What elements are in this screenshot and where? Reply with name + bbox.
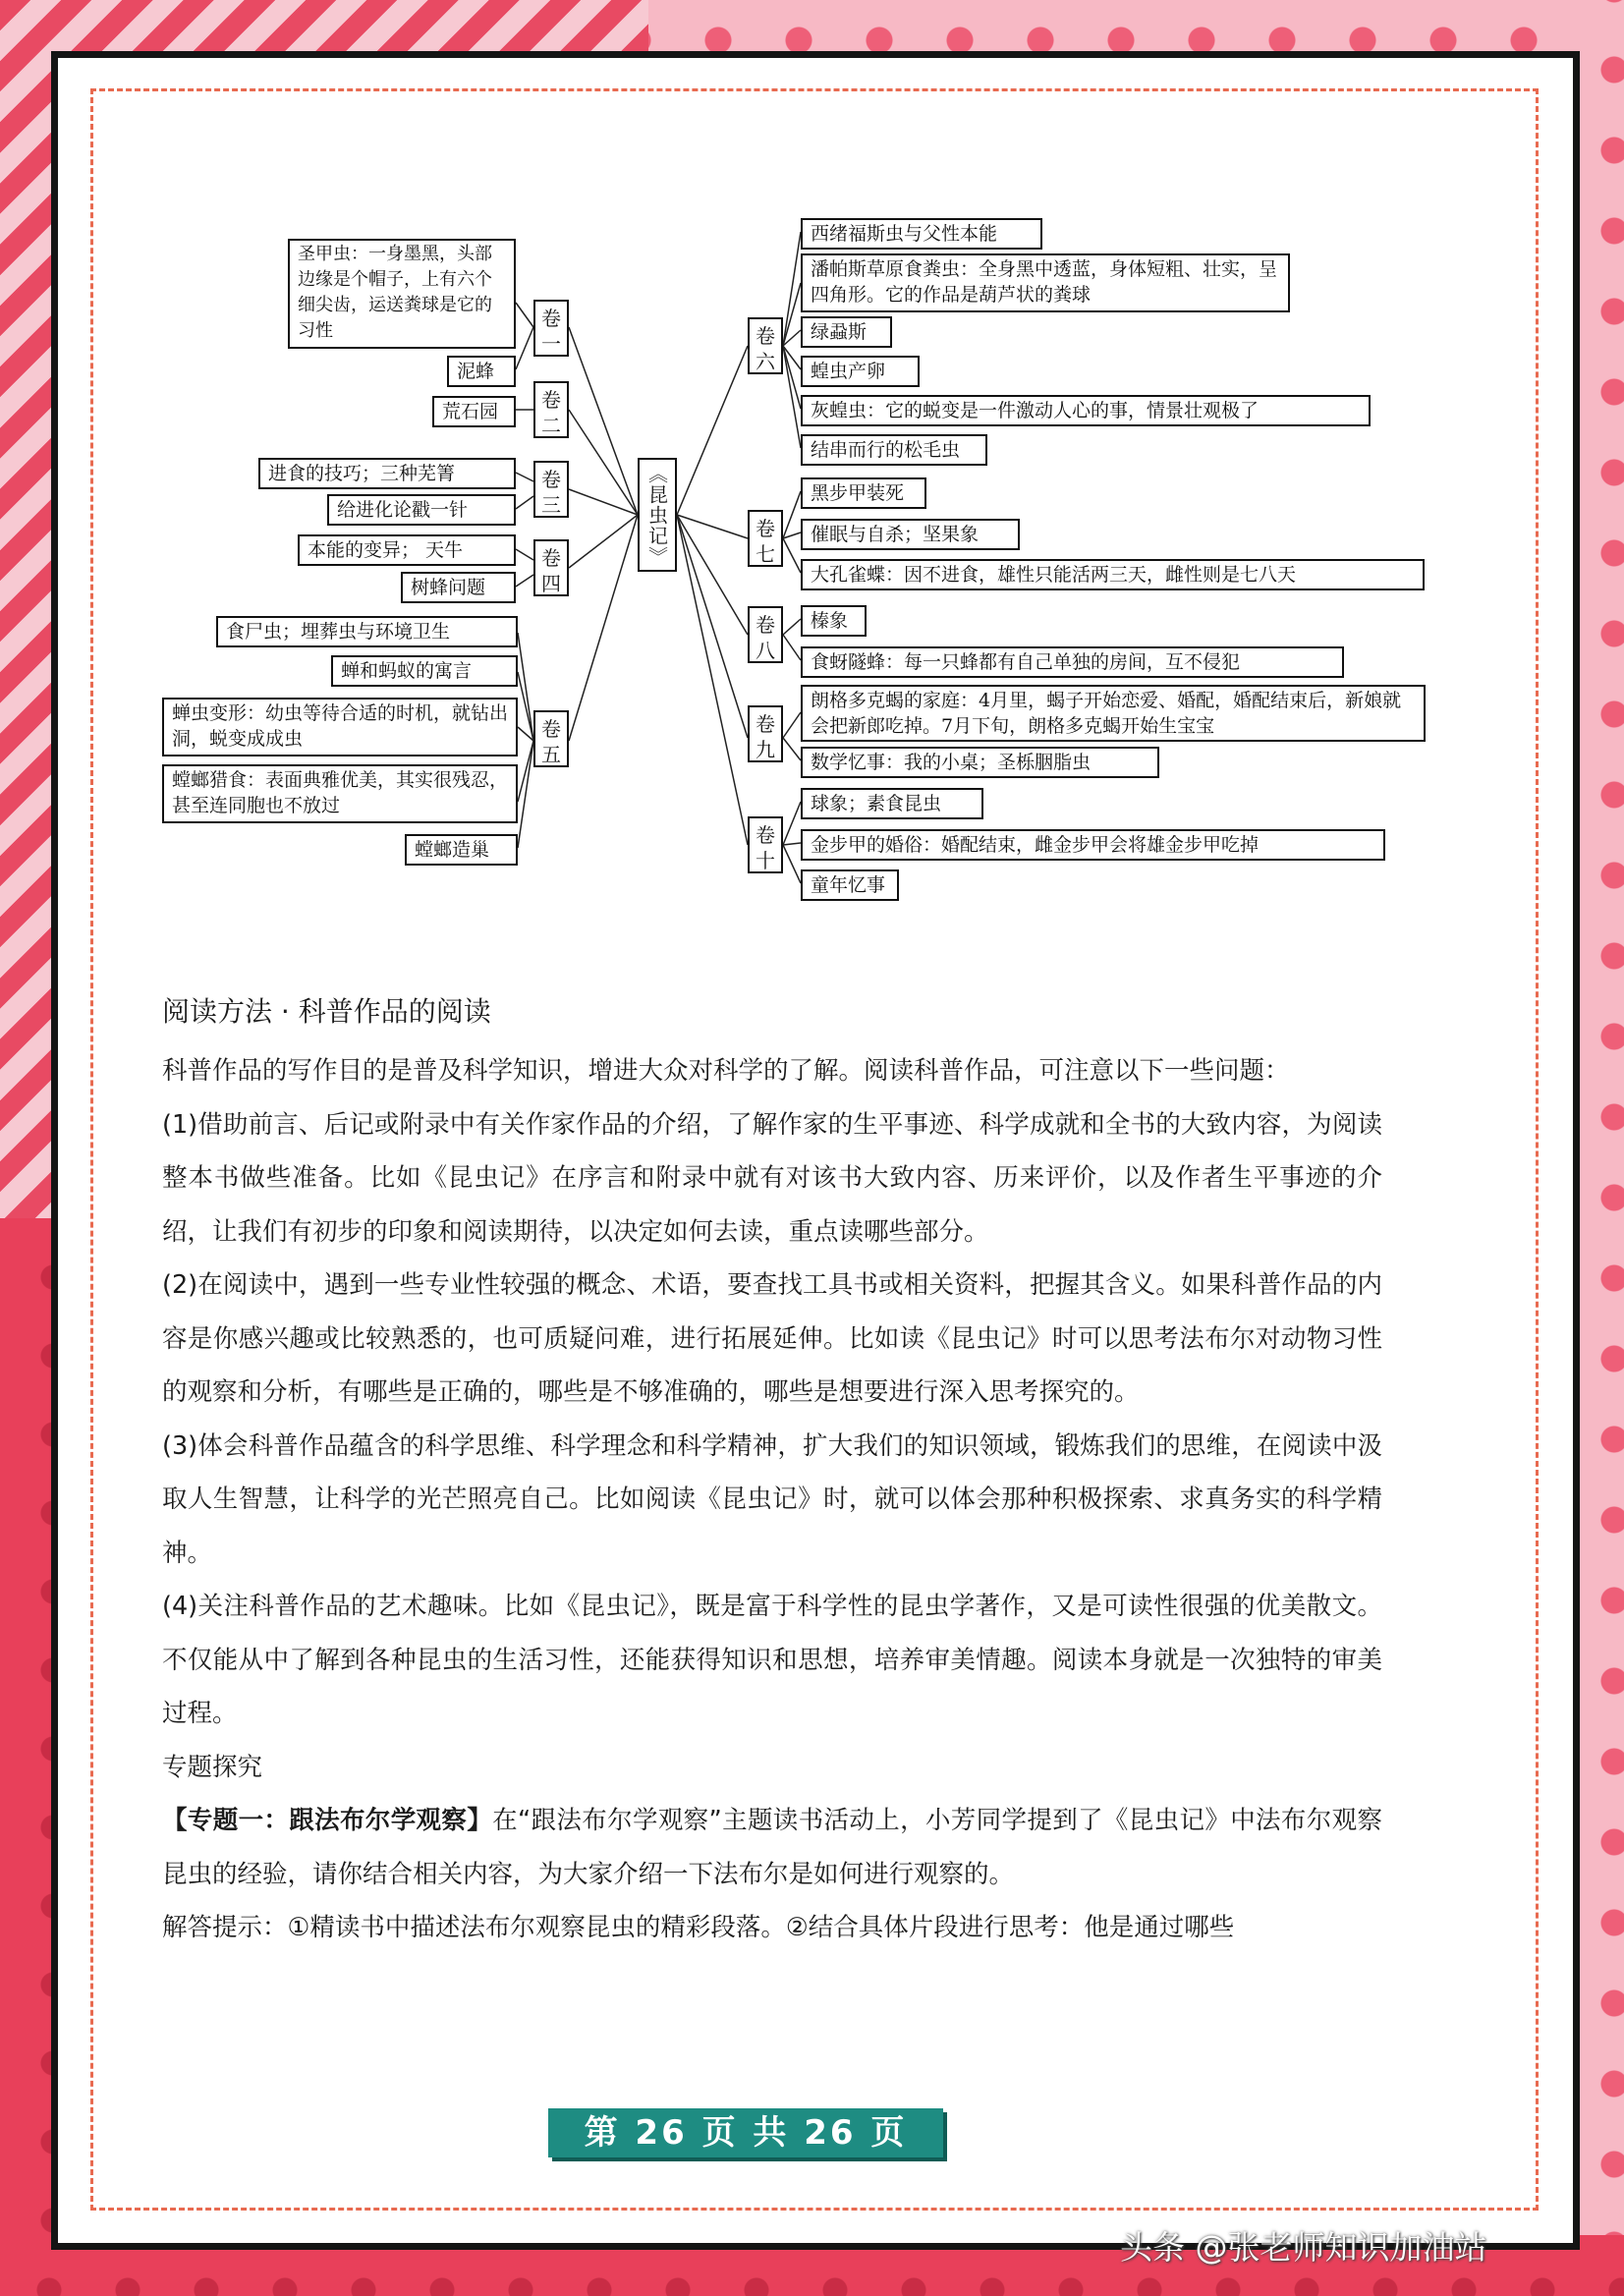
leaf-feeding-skills: 进食的技巧；三种芜箐 (258, 458, 516, 489)
intro-paragraph: 科普作品的写作目的是普及科学知识，增进大众对科学的了解。阅读科普作品，可注意以下一些问题： (162, 1056, 1290, 1086)
topic-label: 【专题一：跟法布尔学观察】 (162, 1806, 493, 1835)
leaf-pine-caterpillar: 结串而行的松毛虫 (801, 434, 987, 466)
leaf-instinct: 本能的变异； 天牛 (298, 534, 516, 566)
leaf-locust-eggs: 蝗虫产卵 (801, 356, 920, 387)
answer-hint: 解答提示：①精读书中描述法布尔观察昆虫的精彩段落。②结合具体片段进行思考：他是通过哪些 (162, 1913, 1235, 1942)
leaf-peacock-moth: 大孔雀蝶：因不进食，雄性只能活两三天，雌性则是七八天 (801, 559, 1425, 590)
article-body (162, 987, 1382, 1955)
leaf-stone-garden: 荒石园 (432, 396, 516, 427)
topic-paragraph (162, 1794, 1382, 1901)
leaf-pampas-beetle: 潘帕斯草原食粪虫：全身黑中透蓝，身体短粗、壮实，呈四角形。它的作品是葫芦状的粪球 (801, 253, 1290, 312)
leaf-sisyphus: 西绪福斯虫与父性本能 (801, 218, 1042, 250)
leaf-math-memories: 数学忆事：我的小桌；圣栎胭脂虫 (801, 747, 1159, 778)
method-paragraph-1: (1)借助前言、后记或附录中有关作家作品的介绍，了解作家的生平事迹、科学成就和全书的大致内容，为阅读整本书做些准备。比如《昆虫记》在序言和附录中就有对该书大致内容、历来评价，以及作者生平事迹的介绍，让我们有初步的印象和阅读期待，以决定如何去读，重点读哪些部分。 (162, 1109, 1382, 1247)
leaf-mud-wasp: 泥蜂 (447, 356, 516, 387)
mind-map (0, 0, 1624, 933)
section-heading: 阅读方法 · 科普作品的阅读 (162, 995, 491, 1028)
volume-1-node: 卷一 (533, 300, 569, 357)
leaf-cicada-fable: 蝉和蚂蚁的寓言 (331, 655, 518, 687)
volume-8-node: 卷八 (748, 606, 783, 663)
leaf-halictus: 食蚜隧蜂：每一只蜂都有自己单独的房间，互不侵犯 (801, 646, 1344, 678)
volume-4-node: 卷四 (533, 539, 569, 596)
leaf-ball-weevil: 球象；素食昆虫 (801, 788, 983, 819)
method-paragraph-3: (3)体会科普作品蕴含的科学思维、科学理念和科学精神，扩大我们的知识领域，锻炼我们的思维，在阅读中汲取人生智慧，让科学的光芒照亮自己。比如阅读《昆虫记》时，就可以体会那种积极探索、求真务实的科学精神。 (162, 1430, 1382, 1568)
volume-6-node: 卷六 (748, 317, 783, 374)
leaf-black-beetle: 黑步甲装死 (801, 477, 926, 509)
leaf-evolution: 给进化论戳一针 (327, 494, 516, 526)
leaf-katydid: 绿蝨斯 (801, 316, 892, 348)
leaf-carrion-beetle: 食尸虫；埋葬虫与环境卫生 (216, 616, 518, 647)
volume-3-node: 卷三 (533, 461, 569, 518)
topic-heading: 专题探究 (162, 1752, 263, 1782)
volume-5-node: 卷五 (533, 710, 569, 767)
leaf-hypnosis: 催眠与自杀；坚果象 (801, 519, 1020, 550)
volume-9-node: 卷九 (748, 705, 783, 762)
leaf-hazel-weevil: 榛象 (801, 605, 867, 637)
watermark: 头条 @张老师知识加油站 (1120, 2228, 1487, 2267)
leaf-grey-locust: 灰蝗虫：它的蜕变是一件激动人心的事，情景壮观极了 (801, 395, 1371, 426)
method-paragraph-2: (2)在阅读中，遇到一些专业性较强的概念、术语，要查找工具书或相关资料，把握其含义。如果科普作品的内容是你感兴趣或比较熟悉的，也可质疑问难，进行拓展延伸。比如读《昆虫记》时可以思考法布尔对动物习性的观察和分析，有哪些是正确的，哪些是不够准确的，哪些是想要进行深入思考探究的。 (162, 1270, 1382, 1407)
leaf-scarab: 圣甲虫：一身墨黑，头部边缘是个帽子，上有六个细尖齿，运送粪球是它的习性 (288, 239, 516, 349)
leaf-mantis-nest: 螳螂造巢 (405, 834, 518, 866)
page-indicator: 第 26 页 共 26 页 (548, 2108, 943, 2157)
leaf-cicada-metamorphosis: 蝉虫变形：幼虫等待合适的时机，就钻出洞，蜕变成成虫 (162, 698, 518, 756)
leaf-mantis-hunting: 螳螂猎食：表面典雅优美，其实很残忍，甚至连同胞也不放过 (162, 764, 518, 823)
volume-7-node: 卷七 (748, 510, 783, 567)
volume-2-node: 卷二 (533, 381, 569, 438)
leaf-childhood: 童年忆事 (801, 869, 899, 901)
volume-10-node: 卷十 (748, 816, 783, 873)
mind-map-root: 《昆虫记》 (638, 458, 677, 572)
topic-text: 在“跟法布尔学观察”主题读书活动上，小芳同学提到了《昆虫记》中法布尔观察昆虫的经验，请你结合相关内容，为大家介绍一下法布尔是如何进行观察的。 (162, 1806, 1382, 1889)
leaf-woodwasp: 树蜂问题 (401, 572, 516, 603)
method-paragraph-4: (4)关注科普作品的艺术趣味。比如《昆虫记》，既是富于科学性的昆虫学著作，又是可读性很强的优美散文。不仅能从中了解到各种昆虫的生活习性，还能获得知识和思想，培养审美情趣。阅读本身就是一次独特的审美过程。 (162, 1592, 1382, 1728)
leaf-scorpion-family: 朗格多克蝎的家庭：4月里，蝎子开始恋爱、婚配，婚配结束后，新娘就会把新郎吃掉。7月下旬，朗格多克蝎开始生宝宝 (801, 685, 1426, 742)
leaf-carabus-marriage: 金步甲的婚俗：婚配结束，雌金步甲会将雄金步甲吃掉 (801, 829, 1385, 861)
